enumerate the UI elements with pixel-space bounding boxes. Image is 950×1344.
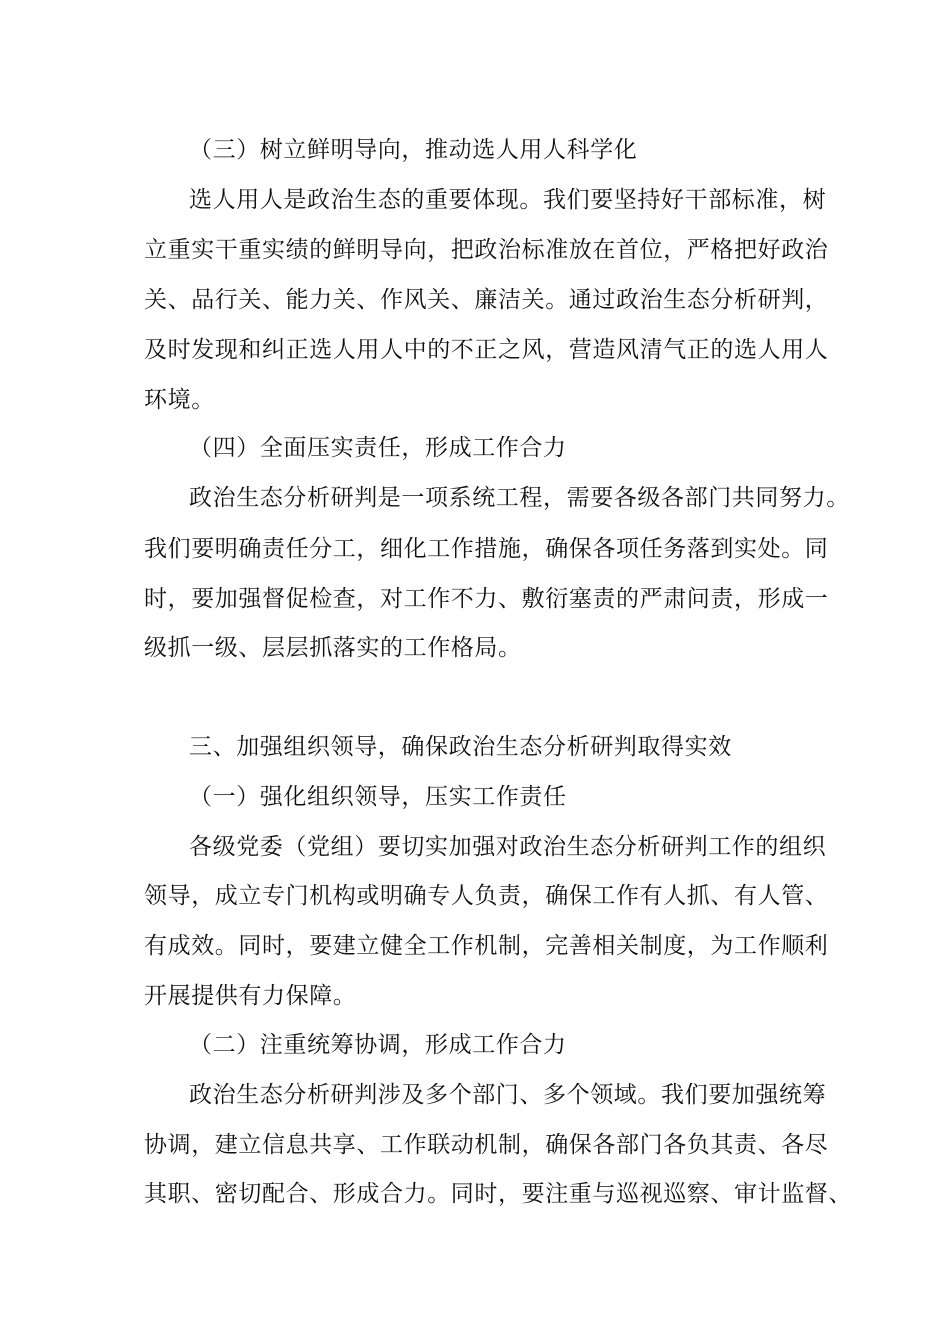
paragraph-line: 各级党委（党组）要切实加强对政治生态分析研判工作的组织 [189, 834, 827, 860]
paragraph-line: 政治生态分析研判涉及多个部门、多个领域。我们要加强统筹 [189, 1082, 827, 1108]
section-heading-three: 三、加强组织领导，确保政治生态分析研判取得实效 [189, 734, 732, 760]
subheading-three: （三）树立鲜明导向，推动选人用人科学化 [189, 137, 638, 163]
paragraph-line: 环境。 [144, 387, 215, 413]
subheading-two: （二）注重统筹协调，形成工作合力 [189, 1032, 567, 1058]
paragraph-line: 政治生态分析研判是一项系统工程，需要各级各部门共同努力。 [189, 485, 850, 511]
paragraph-line: 立重实干重实绩的鲜明导向，把政治标准放在首位，严格把好政治 [144, 237, 829, 263]
paragraph-line: 其职、密切配合、形成合力。同时，要注重与巡视巡察、审计监督、 [144, 1181, 852, 1207]
paragraph-line: 我们要明确责任分工，细化工作措施，确保各项任务落到实处。同 [144, 536, 829, 562]
paragraph-line: 关、品行关、能力关、作风关、廉洁关。通过政治生态分析研判， [144, 287, 829, 313]
paragraph-line: 开展提供有力保障。 [144, 983, 357, 1009]
paragraph-line: 有成效。同时，要建立健全工作机制，完善相关制度，为工作顺利 [144, 933, 829, 959]
paragraph-line: 时，要加强督促检查，对工作不力、敷衍塞责的严肃问责，形成一 [144, 586, 829, 612]
subheading-four: （四）全面压实责任，形成工作合力 [189, 435, 567, 461]
paragraph-line: 级抓一级、层层抓落实的工作格局。 [144, 635, 522, 661]
paragraph-line: 及时发现和纠正选人用人中的不正之风，营造风清气正的选人用人 [144, 337, 829, 363]
paragraph-line: 选人用人是政治生态的重要体现。我们要坚持好干部标准，树 [189, 187, 827, 213]
paragraph-line: 领导，成立专门机构或明确专人负责，确保工作有人抓、有人管、 [144, 883, 829, 909]
subheading-one: （一）强化组织领导，压实工作责任 [189, 784, 567, 810]
paragraph-line: 协调，建立信息共享、工作联动机制，确保各部门各负其责、各尽 [144, 1132, 829, 1158]
